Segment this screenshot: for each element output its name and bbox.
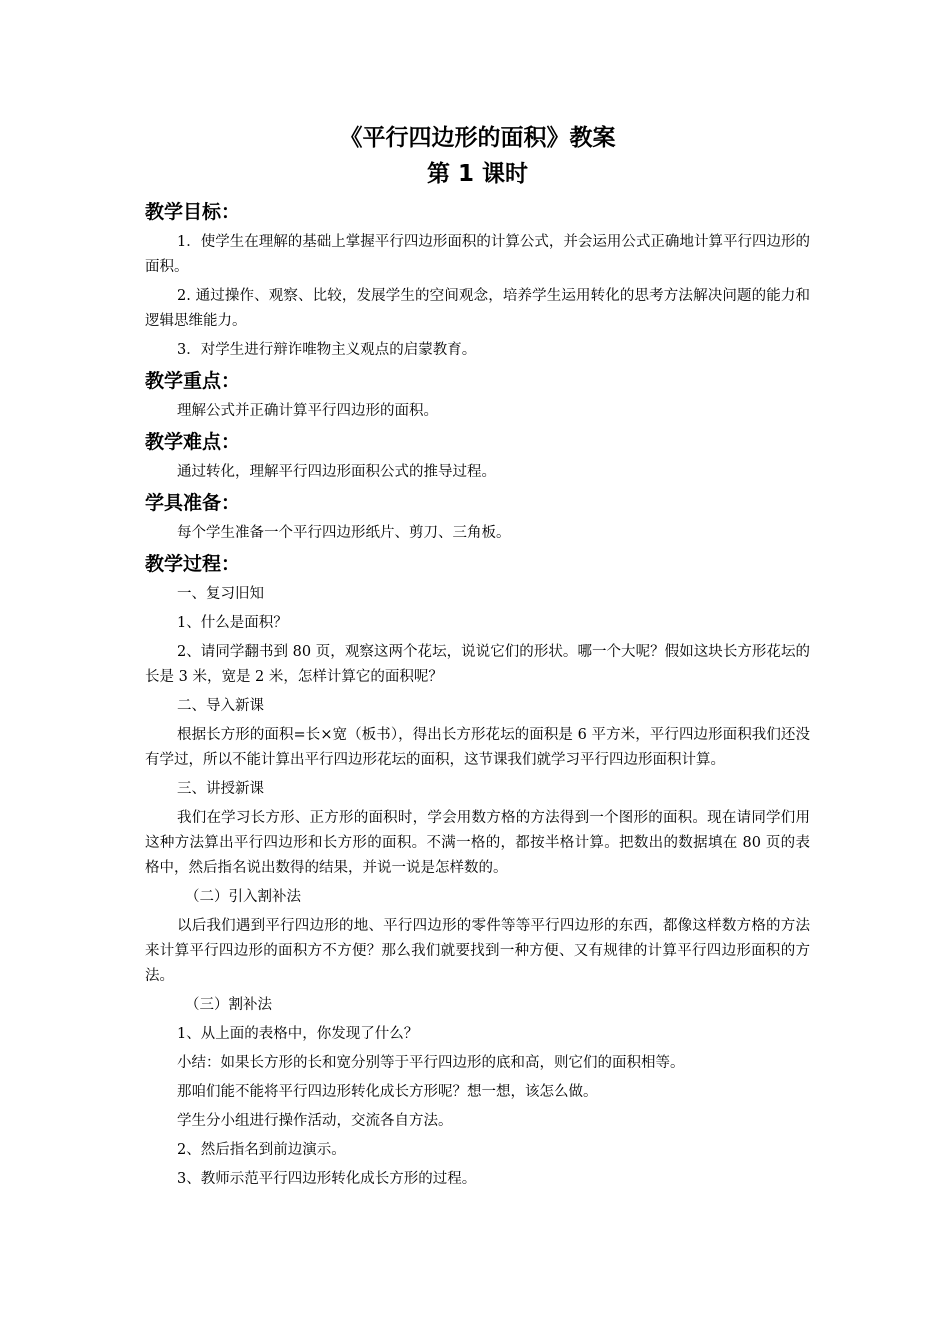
key-heading: 教学重点： — [145, 370, 241, 392]
key-text: 理解公式并正确计算平行四边形的面积。 — [177, 403, 438, 419]
goal-item: 2. 通过操作、观察、比较，发展学生的空间观念，培养学生运用转化的思考方法解决问题的能力和逻辑思维能力。 — [145, 288, 810, 329]
process-paragraph: 1、从上面的表格中，你发现了什么？ — [177, 1026, 419, 1042]
difficulty-text: 通过转化，理解平行四边形面积公式的推导过程。 — [177, 464, 496, 480]
materials-text: 每个学生准备一个平行四边形纸片、剪刀、三角板。 — [177, 525, 511, 541]
goals-heading: 教学目标： — [145, 201, 241, 223]
process-paragraph: 一、复习旧知 — [177, 586, 264, 602]
difficulty-heading: 教学难点： — [145, 431, 241, 453]
process-paragraph: 三、讲授新课 — [177, 781, 264, 797]
process-heading: 教学过程： — [145, 553, 241, 575]
document-page — [145, 122, 810, 1196]
process-paragraph: 1、什么是面积？ — [177, 615, 288, 631]
process-paragraph: 学生分小组进行操作活动，交流各自方法。 — [177, 1113, 453, 1129]
process-paragraph: 3、教师示范平行四边形转化成长方形的过程。 — [177, 1171, 477, 1187]
process-paragraph: 2、然后指名到前边演示。 — [177, 1142, 346, 1158]
goal-item: 3．对学生进行辩诈唯物主义观点的启蒙教育。 — [177, 342, 477, 358]
process-paragraph: 2、请同学翻书到 80 页，观察这两个花坛，说说它们的形状。哪一个大呢？假如这块长方形花坛的长是 3 米，宽是 2 米，怎样计算它的面积呢？ — [145, 644, 810, 685]
goal-item: 1．使学生在理解的基础上掌握平行四边形面积的计算公式，并会运用公式正确地计算平行四边形的面积。 — [145, 234, 810, 275]
document-title: 《平行四边形的面积》教案 — [339, 125, 616, 151]
process-paragraph: 根据长方形的面积=长×宽（板书），得出长方形花坛的面积是 6 平方米，平行四边形面积我们还没有学过，所以不能计算出平行四边形花坛的面积，这节课我们就学习平行四边形面积计算。 — [145, 727, 810, 768]
materials-heading: 学具准备： — [145, 492, 241, 514]
process-paragraph: 小结：如果长方形的长和宽分别等于平行四边形的底和高，则它们的面积相等。 — [177, 1055, 685, 1071]
process-paragraph: 以后我们遇到平行四边形的地、平行四边形的零件等等平行四边形的东西，都像这样数方格的方法来计算平行四边形的面积方不方便？那么我们就要找到一种方便、又有规律的计算平行四边形面积的方法。 — [145, 918, 810, 984]
document-subtitle: 第 1 课时 — [426, 161, 529, 187]
process-paragraph: 二、导入新课 — [177, 698, 264, 714]
process-paragraph: 那咱们能不能将平行四边形转化成长方形呢？想一想，该怎么做。 — [177, 1084, 598, 1100]
process-paragraph: （三）割补法 — [185, 997, 272, 1013]
process-paragraph: 我们在学习长方形、正方形的面积时，学会用数方格的方法得到一个图形的面积。现在请同学们用这种方法算出平行四边形和长方形的面积。不满一格的，都按半格计算。把数出的数据填在 80 页的表格中，然后指名说出数得的结果，并说一说是怎样数的。 — [145, 810, 810, 876]
process-paragraph: （二）引入割补法 — [185, 889, 301, 905]
